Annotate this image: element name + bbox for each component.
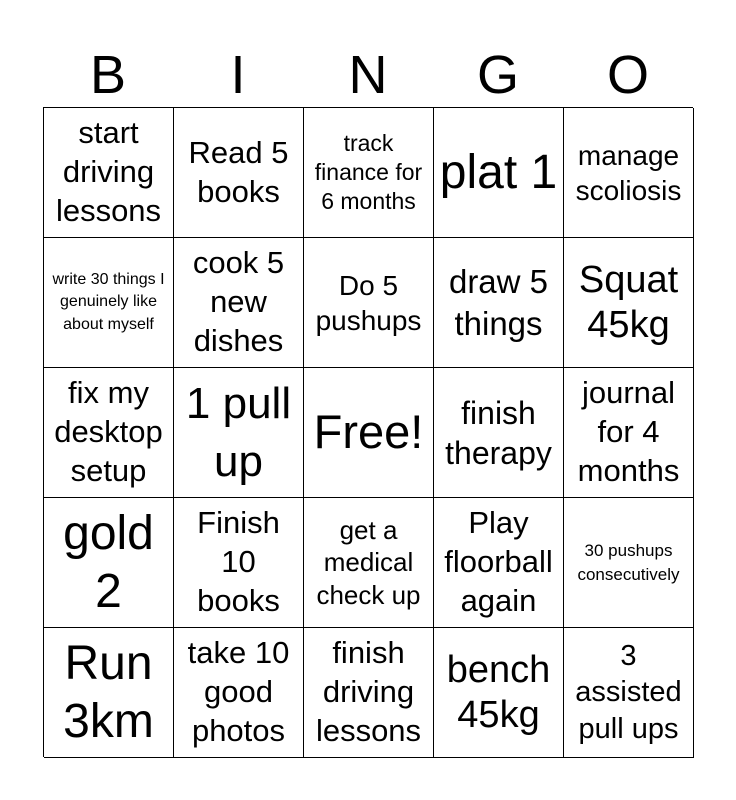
bingo-cell[interactable]: Run 3km <box>44 628 174 758</box>
bingo-cell[interactable]: Finish 10 books <box>174 498 304 628</box>
bingo-cell[interactable]: 3 assisted pull ups <box>564 628 694 758</box>
header-letter-n: N <box>348 45 388 105</box>
bingo-cell[interactable]: journal for 4 months <box>564 368 694 498</box>
bingo-cell[interactable]: bench 45kg <box>434 628 564 758</box>
bingo-cell[interactable]: 1 pull up <box>174 368 304 498</box>
bingo-header <box>43 44 693 106</box>
bingo-cell[interactable]: Read 5 books <box>174 108 304 238</box>
header-letter-b: B <box>89 45 127 105</box>
bingo-cell[interactable]: 30 pushups consecutively <box>564 498 694 628</box>
bingo-cell[interactable]: get a medical check up <box>304 498 434 628</box>
bingo-cell[interactable]: gold 2 <box>44 498 174 628</box>
bingo-cell[interactable]: manage scoliosis <box>564 108 694 238</box>
bingo-cell[interactable]: take 10 good photos <box>174 628 304 758</box>
bingo-cell[interactable]: cook 5 new dishes <box>174 238 304 368</box>
bingo-cell[interactable]: finish driving lessons <box>304 628 434 758</box>
bingo-cell[interactable]: write 30 things I genuinely like about myself <box>44 238 174 368</box>
bingo-cell[interactable]: plat 1 <box>434 108 564 238</box>
bingo-cell[interactable]: Do 5 pushups <box>304 238 434 368</box>
bingo-cell[interactable]: start driving lessons <box>44 108 174 238</box>
bingo-cell[interactable]: Play floorball again <box>434 498 564 628</box>
header-letter-i: I <box>230 45 246 105</box>
bingo-cell[interactable]: finish therapy <box>434 368 564 498</box>
header-letter-g: G <box>476 45 519 105</box>
bingo-cell[interactable]: fix my desktop setup <box>44 368 174 498</box>
free-space-cell[interactable]: Free! <box>304 368 434 498</box>
header-letter-o: O <box>606 45 649 105</box>
bingo-cell[interactable]: draw 5 things <box>434 238 564 368</box>
bingo-cell[interactable]: track finance for 6 months <box>304 108 434 238</box>
bingo-cell[interactable]: Squat 45kg <box>564 238 694 368</box>
bingo-board <box>43 107 693 757</box>
